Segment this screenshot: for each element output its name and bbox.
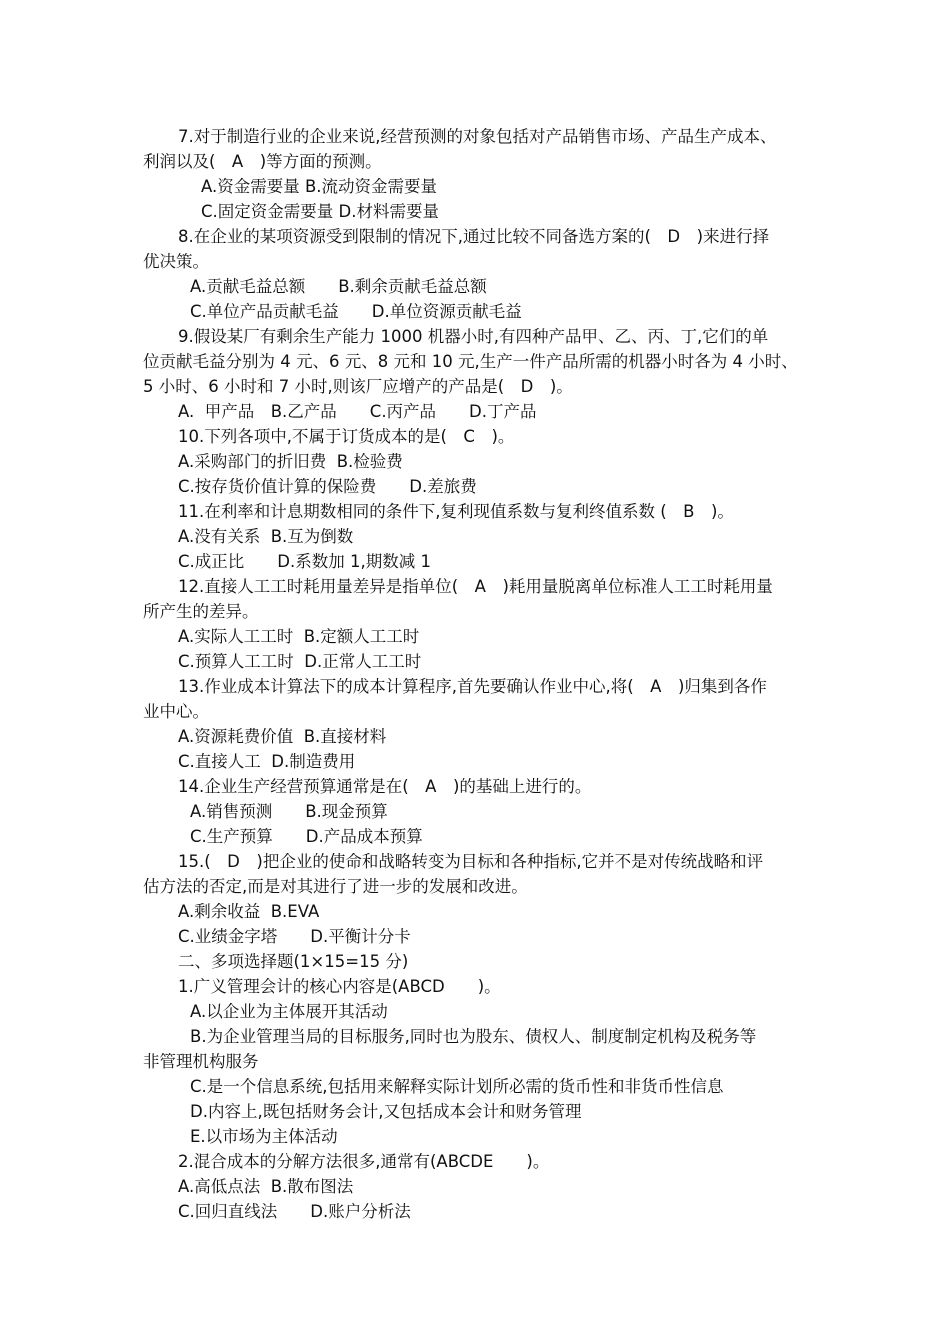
question-13-options-cd: C.直接人工 D.制造费用 xyxy=(178,752,356,771)
question-13-line-2: 业中心。 xyxy=(143,702,209,721)
question-15-line-2: 估方法的否定,而是对其进行了进一步的发展和改进。 xyxy=(143,877,528,896)
question-7-line-1: 7.对于制造行业的企业来说,经营预测的对象包括对产品销售市场、产品生产成本、 xyxy=(178,127,777,146)
question-12-line-1: 12.直接人工工时耗用量差异是指单位( A )耗用量脱离单位标准人工工时耗用量 xyxy=(178,577,773,596)
section-heading-multiple-choice: 二、多项选择题(1×15=15 分) xyxy=(178,952,409,971)
question-11-line-1: 11.在利率和计息期数相同的条件下,复利现值系数与复利终值系数 ( B )。 xyxy=(178,502,734,521)
question-12-options-ab: A.实际人工工时 B.定额人工工时 xyxy=(178,627,420,646)
question-13-options-ab: A.资源耗费价值 B.直接材料 xyxy=(178,727,387,746)
mc-question-1-option-e: E.以市场为主体活动 xyxy=(190,1127,338,1146)
question-8-line-2: 优决策。 xyxy=(143,252,209,271)
question-7-line-2: 利润以及( A )等方面的预测。 xyxy=(143,152,382,171)
mc-question-2-options-ab: A.高低点法 B.散布图法 xyxy=(178,1177,354,1196)
question-14-options-ab: A.销售预测 B.现金预算 xyxy=(190,802,388,821)
mc-question-1-line-1: 1.广义管理会计的核心内容是(ABCD )。 xyxy=(178,977,501,996)
question-15-line-1: 15.( D )把企业的使命和战略转变为目标和各种指标,它并不是对传统战略和评 xyxy=(178,852,764,871)
mc-question-2-line-1: 2.混合成本的分解方法很多,通常有(ABCDE )。 xyxy=(178,1152,550,1171)
question-7-options-ab: A.资金需要量 B.流动资金需要量 xyxy=(201,177,438,196)
question-10-line-1: 10.下列各项中,不属于订货成本的是( C )。 xyxy=(178,427,515,446)
question-9-line-3: 5 小时、6 小时和 7 小时,则该厂应增产的产品是( D )。 xyxy=(143,377,573,396)
question-12-line-2: 所产生的差异。 xyxy=(143,602,259,621)
question-10-options-cd: C.按存货价值计算的保险费 D.差旅费 xyxy=(178,477,477,496)
question-9-line-1: 9.假设某厂有剩余生产能力 1000 机器小时,有四种产品甲、乙、丙、丁,它们的单 xyxy=(178,327,769,346)
mc-question-1-option-b-line-2: 非管理机构服务 xyxy=(143,1052,259,1071)
question-11-options-cd: C.成正比 D.系数加 1,期数减 1 xyxy=(178,552,431,571)
mc-question-1-option-b-line-1: B.为企业管理当局的目标服务,同时也为股东、债权人、制度制定机构及税务等 xyxy=(190,1027,757,1046)
question-15-options-cd: C.业绩金字塔 D.平衡计分卡 xyxy=(178,927,411,946)
mc-question-1-option-c: C.是一个信息系统,包括用来解释实际计划所必需的货币性和非货币性信息 xyxy=(190,1077,724,1096)
question-13-line-1: 13.作业成本计算法下的成本计算程序,首先要确认作业中心,将( A )归集到各作 xyxy=(178,677,767,696)
question-11-options-ab: A.没有关系 B.互为倒数 xyxy=(178,527,354,546)
mc-question-1-option-a: A.以企业为主体展开其活动 xyxy=(190,1002,388,1021)
mc-question-2-options-cd: C.回归直线法 D.账户分析法 xyxy=(178,1202,411,1221)
mc-question-1-option-d: D.内容上,既包括财务会计,又包括成本会计和财务管理 xyxy=(190,1102,582,1121)
question-8-options-ab: A.贡献毛益总额 B.剩余贡献毛益总额 xyxy=(190,277,487,296)
question-14-line-1: 14.企业生产经营预算通常是在( A )的基础上进行的。 xyxy=(178,777,592,796)
question-8-line-1: 8.在企业的某项资源受到限制的情况下,通过比较不同备选方案的( D )来进行择 xyxy=(178,227,770,246)
question-8-options-cd: C.单位产品贡献毛益 D.单位资源贡献毛益 xyxy=(190,302,522,321)
question-12-options-cd: C.预算人工工时 D.正常人工工时 xyxy=(178,652,422,671)
question-15-options-ab: A.剩余收益 B.EVA xyxy=(178,902,320,921)
question-9-line-2: 位贡献毛益分别为 4 元、6 元、8 元和 10 元,生产一件产品所需的机器小时各为 4 小时、 xyxy=(143,352,798,371)
question-7-options-cd: C.固定资金需要量 D.材料需要量 xyxy=(201,202,439,221)
question-10-options-ab: A.采购部门的折旧费 B.检验费 xyxy=(178,452,403,471)
question-9-options: A. 甲产品 B.乙产品 C.丙产品 D.丁产品 xyxy=(178,402,537,421)
question-14-options-cd: C.生产预算 D.产品成本预算 xyxy=(190,827,423,846)
